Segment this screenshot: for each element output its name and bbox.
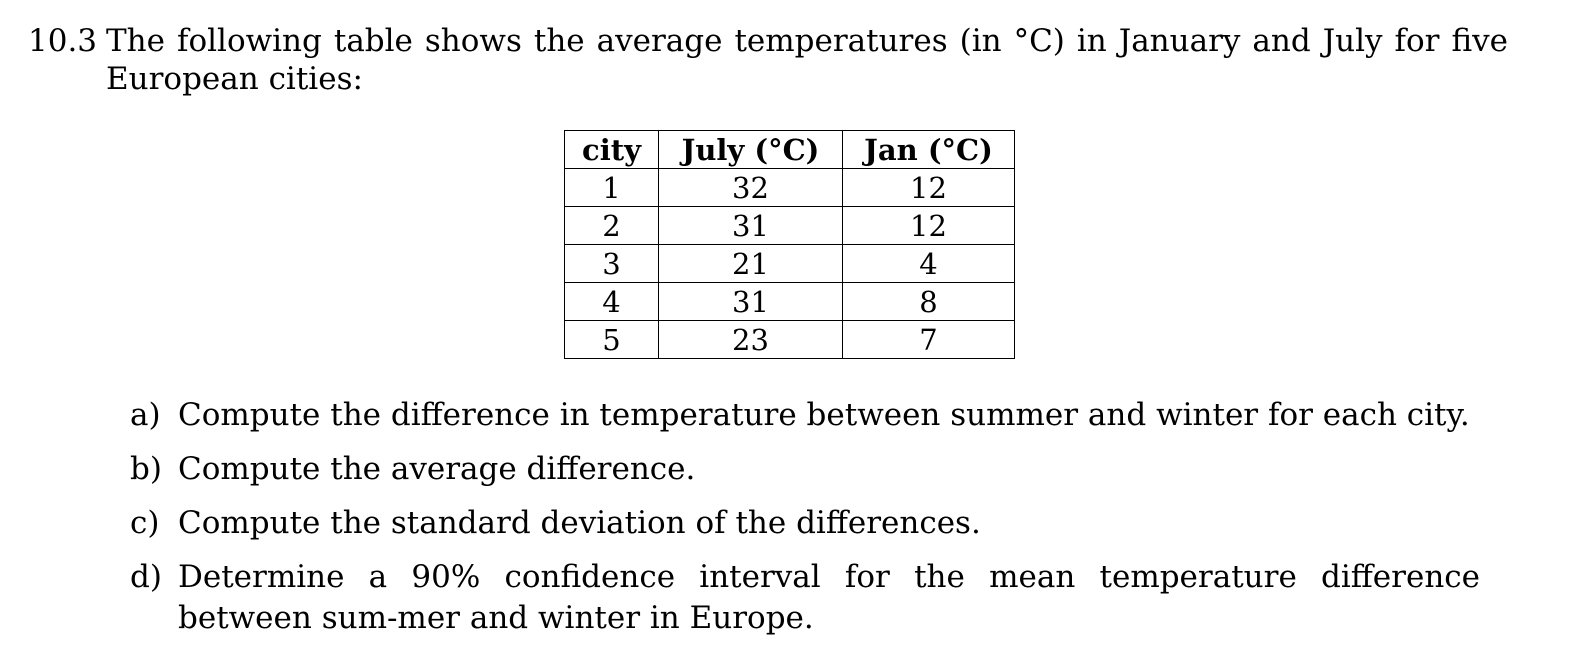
question-text: Determine a 90% confidence interval for the mean temperature difference between sum-mer and winter in Europe. xyxy=(178,559,1480,636)
cell-city: 4 xyxy=(565,283,659,321)
question-text: Compute the difference in temperature between summer and winter for each city. xyxy=(178,397,1470,433)
cell-city: 2 xyxy=(565,207,659,245)
cell-july: 31 xyxy=(659,283,843,321)
question-a xyxy=(130,395,1480,436)
question-marker: c) xyxy=(130,505,160,541)
table-row xyxy=(565,245,1015,283)
question-text: Compute the standard deviation of the differences. xyxy=(178,505,981,541)
header-city: city xyxy=(565,131,659,169)
question-b xyxy=(130,449,1480,490)
table-header-row xyxy=(565,131,1015,169)
cell-city: 3 xyxy=(565,245,659,283)
question-marker: b) xyxy=(130,451,162,487)
header-jan: Jan (°C) xyxy=(843,131,1015,169)
cell-jan: 12 xyxy=(843,207,1015,245)
table-row xyxy=(565,321,1015,359)
cell-july: 23 xyxy=(659,321,843,359)
cell-city: 1 xyxy=(565,169,659,207)
question-marker: d) xyxy=(130,559,162,595)
cell-jan: 8 xyxy=(843,283,1015,321)
cell-jan: 12 xyxy=(843,169,1015,207)
problem-text: The following table shows the average temperatures (in °C) in January and July for five European cities: xyxy=(106,23,1508,97)
question-marker: a) xyxy=(130,397,161,433)
cell-july: 21 xyxy=(659,245,843,283)
header-july: July (°C) xyxy=(659,131,843,169)
question-text: Compute the average difference. xyxy=(178,451,696,487)
table-row xyxy=(565,207,1015,245)
cell-city: 5 xyxy=(565,321,659,359)
cell-july: 31 xyxy=(659,207,843,245)
question-d xyxy=(130,557,1480,639)
question-list xyxy=(130,395,1480,652)
problem-statement xyxy=(28,22,1508,98)
table-row xyxy=(565,283,1015,321)
question-c xyxy=(130,503,1480,544)
cell-jan: 7 xyxy=(843,321,1015,359)
temperature-table xyxy=(564,130,1015,359)
cell-july: 32 xyxy=(659,169,843,207)
table-row xyxy=(565,169,1015,207)
cell-jan: 4 xyxy=(843,245,1015,283)
problem-number: 10.3 xyxy=(28,23,98,59)
